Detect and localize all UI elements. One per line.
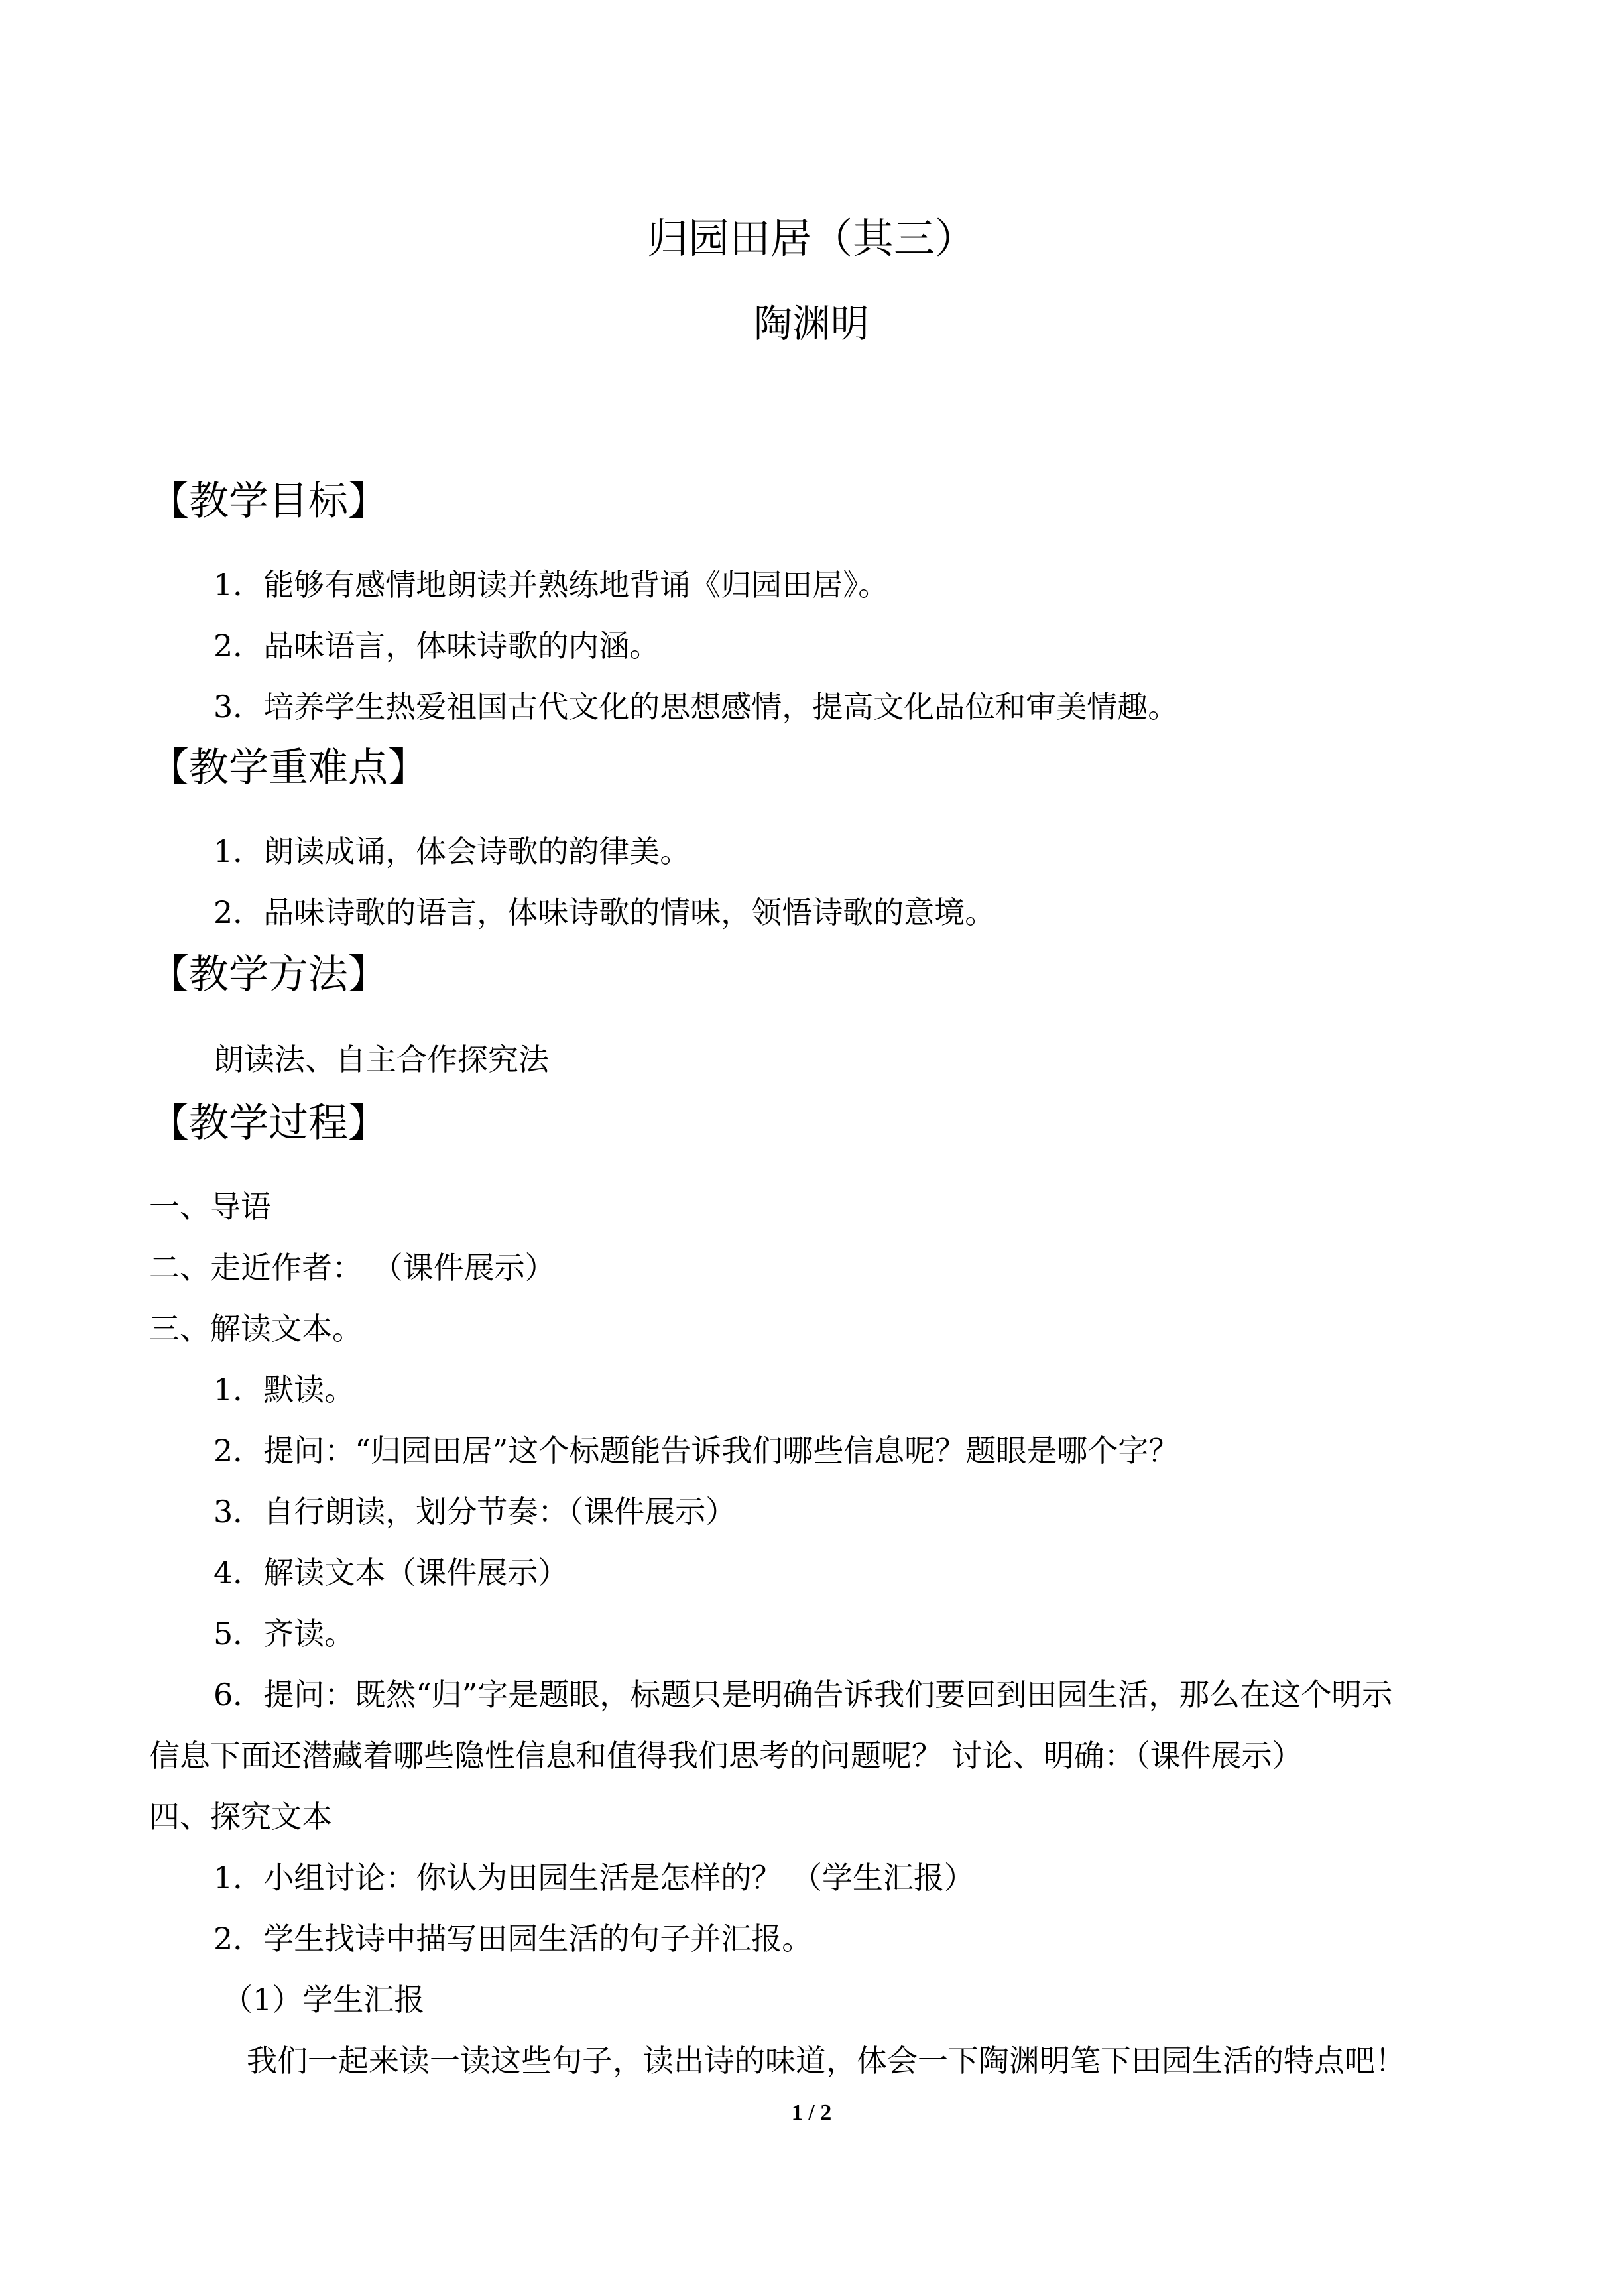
process-item: 1．小组讨论：你认为田园生活是怎样的？ （学生汇报） <box>213 1860 975 1896</box>
process-item: 4．解读文本（课件展示） <box>213 1555 569 1591</box>
methods-heading: 【教学方法】 <box>149 951 388 998</box>
process-item-continued: 信息下面还潜藏着哪些隐性信息和值得我们思考的问题呢？ 讨论、明确：（课件展示） <box>149 1738 1303 1774</box>
process-item: 6．提问：既然“归”字是题眼，标题只是明确告诉我们要回到田园生活，那么在这个明示 <box>213 1677 1393 1713</box>
methods-text: 朗读法、自主合作探究法 <box>213 1042 549 1077</box>
process-subitem: （1）学生汇报 <box>222 1982 425 2018</box>
document-title: 归园田居（其三） <box>646 214 976 263</box>
process-item: 2．提问：“归园田居”这个标题能告诉我们哪些信息呢？题眼是哪个字？ <box>213 1433 1179 1469</box>
document-author: 陶渊明 <box>753 301 869 346</box>
process-item: 5．齐读。 <box>213 1616 355 1652</box>
objective-item: 1．能够有感情地朗读并熟练地背诵《归园田居》。 <box>213 567 889 603</box>
process-section: 一、导语 <box>149 1189 271 1225</box>
process-paragraph: 我们一起来读一读这些句子，读出诗的味道，体会一下陶渊明笔下田园生活的特点吧！ <box>247 2043 1406 2079</box>
objective-item: 2．品味语言，体味诗歌的内涵。 <box>213 628 660 664</box>
key-point-item: 2．品味诗歌的语言，体味诗歌的情味，领悟诗歌的意境。 <box>213 894 996 930</box>
process-item: 2．学生找诗中描写田园生活的句子并汇报。 <box>213 1921 813 1957</box>
process-item: 1．默读。 <box>213 1372 355 1408</box>
process-section: 三、解读文本。 <box>149 1311 363 1347</box>
process-item: 3．自行朗读，划分节奏：（课件展示） <box>213 1494 737 1530</box>
objective-item: 3．培养学生热爱祖国古代文化的思想感情，提高文化品位和审美情趣。 <box>213 689 1179 725</box>
process-section: 二、走近作者： （课件展示） <box>149 1250 556 1286</box>
process-section: 四、探究文本 <box>149 1799 332 1835</box>
key-points-heading: 【教学重难点】 <box>149 745 428 791</box>
page-number: 1 / 2 <box>791 2100 832 2125</box>
key-point-item: 1．朗读成诵，体会诗歌的韵律美。 <box>213 833 691 869</box>
process-heading: 【教学过程】 <box>149 1100 388 1146</box>
objectives-heading: 【教学目标】 <box>149 478 388 524</box>
